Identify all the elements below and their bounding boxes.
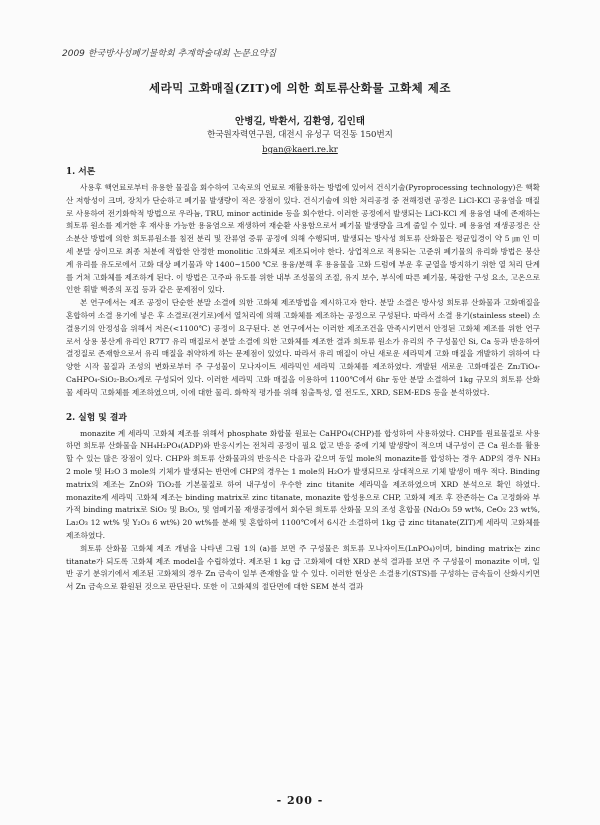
author-list: 안병길, 박환서, 김환영, 김인태 bbox=[235, 116, 365, 127]
section-heading: 1. 서론 bbox=[66, 167, 96, 177]
body-paragraph: 희토류 산화물 고화체 제조 개념을 나타낸 그림 1의 (a)를 보면 주 구성물은 희토류 모나자이트(LnPO₄)이며, binding matrix는 zinc titanate가 되도록 고화체 제조 model을 수립하였다. 제조된 1 kg 급 고화체에 대한 XRD 분석 결과를 보면 주 구성물이 monazite 이며, 일반 공기 분위기에서 제조된 고화체의 경우 Zn 금속이 일부 존재함을 알 수 있다. 이러한 현상은 소결용기(STS)를 구성하는 금속들이 산화시키면서 Zn 금속으로 환원된 것으로 판단된다. 또한 이 고화체의 절단면에 대한 SEM 분석 결과 bbox=[66, 543, 540, 592]
body-paragraph: 사용후 핵연료로부터 유용한 물질을 회수하여 고속로의 연료로 재활용하는 방법에 있어서 건식기술(Pyroprocessing technology)은 핵확산 저항성이 크며, 장치가 단순하고 폐기물 발생량이 적은 장점이 있다. 건식기술에 의한 처리공정 중 전해정련 공정은 LiCl-KCl 공융염을 매질로 사용하여 전기화학적 방법으로 우라늄, TRU, minor actinide 등을 회수한다. 이러한 공정에서 발생되는 LiCl-KCl 계 용융염 내에 존재하는 희토류 원소를 제거한 후 재사용 가능한 용융염으로 재생하여 재순환 사용함으로서 폐기물 발생량을 크게 줄일 수 있다. 폐 용융염 재생공정은 산소분산 방법에 의한 희토류원소를 침전 분리 및 잔류염 증류 공정에 의해 수행되며, 발생되는 방사성 희토류 산화물은 평균입경이 약 5 ㎛ 인 미세 분말 상이므로 최종 처분에 적합한 안정한 monolitic 고화체로 제조되어야 한다. 상업적으로 적용되는 고준위 폐기물의 유리화 방법은 붕산계 유리를 유도로에서 고화 대상 폐기물과 약 1400~1500 ℃로 용융/분해 후 용융물을 고화 드럼에 부운 후 균열을 방지하기 위한 열 처리 단계를 거쳐 고화체를 제조하게 된다. 이 방법은 고주파 유도를 위한 내부 조성물의 조절, 유지 보수, 부식에 따른 폐기물, 복잡한 구성 요소, 고온으로 인한 휘발 핵종의 포집 등과 같은 문제점이 있다. bbox=[66, 183, 540, 295]
section-heading: 2. 실험 및 결과 bbox=[66, 412, 127, 423]
section-experiment-results bbox=[66, 412, 540, 594]
author-email-link[interactable]: bgan@kaeri.re.kr bbox=[262, 145, 338, 155]
section-introduction bbox=[66, 166, 540, 400]
paper-title: 세라믹 고화매질(ZIT)에 의한 희토류산화물 고화체 제조 bbox=[148, 81, 452, 95]
affiliation: 한국원자력연구원, 대전시 유성구 덕진동 150번지 bbox=[207, 130, 393, 140]
body-paragraph: 본 연구에서는 제조 공정이 단순한 분말 소결에 의한 고화체 제조방법을 제시하고자 한다. 분말 소결은 방사성 희토류 산화물과 고화매질을 혼합하여 소결 용기에 넣은 후 소결로(전기로)에서 열처리에 의해 고화체를 제조하는 공정으로 구성된다. 따라서 소결 용기(stainless steel) 소결용기의 안정성을 위해서 저온(<1100℃) 공정이 요구된다. 본 연구에서는 이러한 제조조건을 만족시키면서 안정된 고화체 제조를 위한 연구로서 상용 붕산계 유리인 R7T7 유리 매질로서 분말 소결에 의한 고화체를 제조한 결과 희토류 원소가 유리의 주 구성물인 Si, Ca 등과 반응하여 결정질로 존재함으로서 유리 매질을 취약하게 하는 문제점이 있었다. 따라서 유리 매질이 아닌 새로운 세라믹계 고화 매질을 개발하기 위하여 다양한 시작 물질과 조성의 변화로부터 주 구성물이 모나자이트 세라믹인 세라믹 고화체를 제조하였다. 개발된 새로운 고화매질은 Zn₂TiO₄- CaHPO₄-SiO₂-B₂O₃계로 구성되어 있다. 이러한 세라믹 고화 매질을 이용하여 1100℃에서 6hr 동안 분말 소결하여 1kg 규모의 희토류 산화물 세라믹 고화체를 제조하였으며, 이에 대한 물리. 화학적 평가를 위해 침출특성, 열 전도도, XRD, SEM-EDS 등을 분석하였다. bbox=[66, 298, 540, 397]
page-number: - 200 - bbox=[276, 794, 324, 807]
paper-body bbox=[66, 166, 540, 594]
conference-header: 2009 한국방사성폐기물학회 추계학술대회 논문요약집 bbox=[62, 49, 277, 59]
body-paragraph: monazite 계 세라믹 고화체 제조를 위해서 phosphate 화합물 원료는 CaHPO₄(CHP)를 합성하여 사용하였다. CHP를 원료물질로 사용하면 희토류 산화물을 NH₄H₂PO₄(ADP)와 반응시키는 전처리 공정이 필요 없고 반응 중에 기체 발생량이 적으며 내구성이 큰 Ca 원소를 활용할 수 있는 많은 장점이 있다. CHP와 희토류 산화물과의 반응식은 다음과 같으며 동일 mole의 monazite를 합성하는 경우 ADP의 경우 NH₃ 2 mole 및 H₂O 3 mole의 기체가 발생되는 반면에 CHP의 경우는 1 mole의 H₂O가 발생되므로 상대적으로 기체 발생이 매우 적다. Binding matrix의 제조는 ZnO와 TiO₂를 기본물질로 하여 내구성이 우수한 zinc titanite 세라믹을 제조하였으며 XRD 분석으로 확인 하였다. monazite계 세라믹 고화체 제조는 binding matrix로 zinc titanate, monazite 합성용으로 CHP, 고화체 제조 후 잔존하는 Ca 고정화와 부가적 binding matrix로 SiO₂ 및 B₂O₃, 및 염폐기물 재생공정에서 회수된 희토류 산화물 모의 조성 혼합물 (Nd₂O₃ 59 wt%, CeO₂ 23 wt%, La₂O₃ 12 wt% 및 Y₂O₃ 6 wt%) 20 wt%를 분쇄 및 혼합하여 1100℃에서 6시간 소결하여 1kg 급 zinc titanate(ZIT)계 세라믹 고화체를 제조하였다. bbox=[66, 428, 540, 540]
